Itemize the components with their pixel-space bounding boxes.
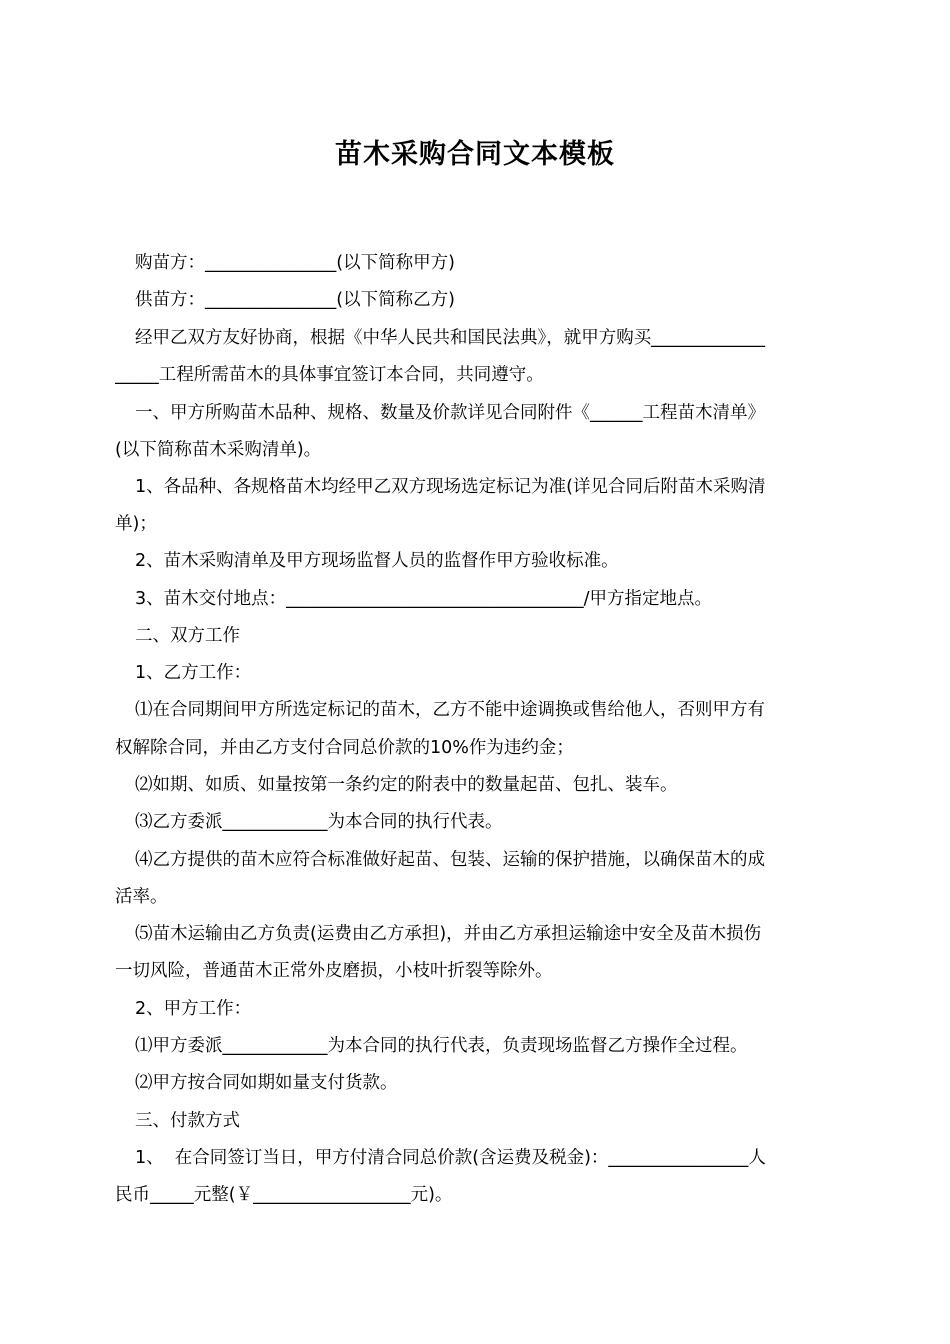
party-b-duty-1-line-1: ⑴在合同期间甲方所选定标记的苗木，乙方不能中途调换或售给他人，否则甲方有 xyxy=(135,700,765,720)
article-1-item-2: 2、苗木采购清单及甲方现场监督人员的监督作甲方验收标准。 xyxy=(135,551,619,571)
article-1-line-1: 一、甲方所购苗木品种、规格、数量及价款详见合同附件《______工程苗木清单》 xyxy=(135,403,765,423)
supplier-line: 供苗方：_______________(以下简称乙方) xyxy=(135,290,455,310)
party-a-duties-heading: 2、甲方工作： xyxy=(135,999,252,1019)
party-b-duty-1-line-2: 权解除合同，并由乙方支付合同总价款的10%作为违约金； xyxy=(115,738,574,758)
payment-item-1-line-2: 民币_____元整(￥__________________元)。 xyxy=(115,1185,453,1205)
article-1-item-3: 3、苗木交付地点：__________________________________/甲方指定地点。 xyxy=(135,589,713,609)
article-2-heading: 二、双方工作 xyxy=(135,626,240,646)
party-a-duty-1: ⑴甲方委派____________为本合同的执行代表，负责现场监督乙方操作全过程。 xyxy=(135,1036,748,1056)
party-b-duty-2: ⑵如期、如质、如量按第一条约定的附表中的数量起苗、包扎、装车。 xyxy=(135,775,678,795)
document-title: 苗木采购合同文本模板 xyxy=(335,139,615,170)
party-a-duty-2: ⑵甲方按合同如期如量支付货款。 xyxy=(135,1073,398,1093)
article-3-heading: 三、付款方式 xyxy=(135,1111,240,1131)
article-1-item-1-line-1: 1、各品种、各规格苗木均经甲乙双方现场选定标记为准(详见合同后附苗木采购清 xyxy=(135,477,766,497)
party-b-duty-5-line-2: 一切风险，普通苗木正常外皮磨损，小枝叶折裂等除外。 xyxy=(115,961,553,981)
party-b-duty-5-line-1: ⑸苗木运输由乙方负责(运费由乙方承担)，并由乙方承担运输途中安全及苗木损伤 xyxy=(135,924,762,944)
party-b-duty-3: ⑶乙方委派____________为本合同的执行代表。 xyxy=(135,812,503,832)
buyer-line: 购苗方：_______________(以下简称甲方) xyxy=(135,253,455,273)
party-b-duty-4-line-1: ⑷乙方提供的苗木应符合标准做好起苗、包装、运输的保护措施，以确保苗木的成 xyxy=(135,850,765,870)
article-1-item-1-line-2: 单)； xyxy=(115,514,157,534)
party-b-duties-heading: 1、乙方工作： xyxy=(135,663,252,683)
preamble-line-2: _____工程所需苗木的具体事宜签订本合同，共同遵守。 xyxy=(115,365,544,385)
article-1-line-2: (以下简称苗木采购清单)。 xyxy=(115,440,322,460)
preamble-line-1: 经甲乙双方友好协商，根据《中华人民共和国民法典》，就甲方购买_____________ xyxy=(135,328,765,348)
party-b-duty-4-line-2: 活率。 xyxy=(115,887,168,907)
payment-item-1-line-1: 1、 在合同签订当日，甲方付清合同总价款(含运费及税金)：________________人 xyxy=(135,1148,766,1168)
